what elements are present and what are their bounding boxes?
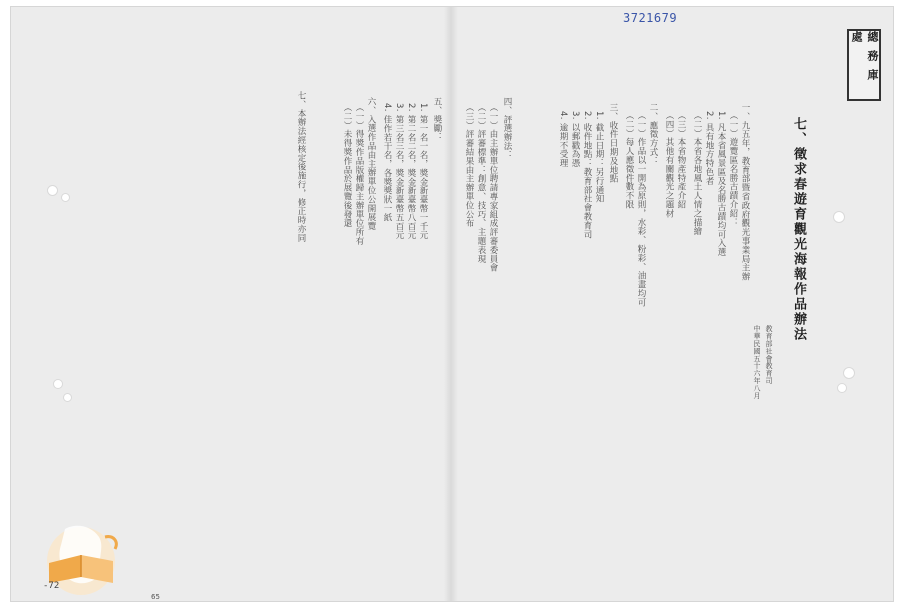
side-note: 教育部社會教育司 <box>765 325 773 385</box>
document-title: 七、徵求春遊育觀光海報作品辦法 <box>791 117 806 342</box>
text-column: （三）本省物產特產介紹 <box>676 111 686 209</box>
text-column: （一）得獎作品版權歸主辦單位所有 <box>354 103 364 246</box>
text-column: 3. 第三名三名，獎金新臺幣五百元 <box>394 103 404 240</box>
text-column: （一）作品以一開為原則，水彩、粉彩、油畫均可 <box>636 111 646 307</box>
text-column: 五、獎勵： <box>432 97 442 142</box>
text-column: 六、入選作品由主辦單位公開展覽 <box>366 97 376 231</box>
text-column: （二）未得獎作品於展覽後發還 <box>342 103 352 228</box>
text-column: 1. 第一名一名，獎金新臺幣一千元 <box>418 103 428 240</box>
punch-hole <box>63 393 72 402</box>
text-column: 四、評選辦法： <box>502 97 512 160</box>
text-column: 二、應徵方式： <box>648 103 658 166</box>
text-column: （二）本省各地風土人情之描繪 <box>692 111 702 236</box>
punch-hole <box>837 383 847 393</box>
text-column: 1. 凡本省風景區及名勝古蹟均可入選 <box>716 111 726 257</box>
text-column: 2. 具有地方特色者 <box>704 111 714 186</box>
text-column: 3. 以郵戳為憑 <box>570 111 580 168</box>
punch-hole <box>47 185 58 196</box>
text-column: （二）評審標準：創意、技巧、主題表現 <box>476 103 486 264</box>
text-column: 2. 第二名二名，獎金新臺幣八百元 <box>406 103 416 240</box>
text-column: 2. 收件地點：教育部社會教育司 <box>582 111 592 239</box>
text-column: 1. 截止日期：另行通知 <box>594 111 604 204</box>
punch-hole <box>843 367 855 379</box>
text-column: （三）評審結果由主辦單位公布 <box>464 103 474 228</box>
scanned-document-page <box>10 6 894 602</box>
text-column: （二）每人應徵件數不限 <box>624 111 634 209</box>
text-column: 三、收件日期及地點 <box>608 103 618 184</box>
text-column: （一）遊覽區名勝古蹟介紹： <box>728 111 738 227</box>
page-number: 65 <box>151 593 160 601</box>
serial-number: 3721679 <box>623 11 678 25</box>
archive-stamp <box>847 29 881 101</box>
punch-hole <box>61 193 70 202</box>
text-column: 一、九五年，教育部暨省政府觀光事業局主辦 <box>740 103 750 281</box>
text-column: （一）由主辦單位聘請專家組成評審委員會 <box>488 103 498 273</box>
punch-hole <box>53 379 63 389</box>
handwritten-mark: -72 <box>43 581 60 591</box>
text-column: 七、本辦法經核定後施行，修正時亦同 <box>296 91 306 243</box>
page-fold-shadow <box>444 7 458 601</box>
archive-stamp-label: 總 務 庫 處 <box>850 31 879 82</box>
text-column: 4. 佳作若干名，各獎獎狀一紙 <box>382 103 392 222</box>
text-column: （四）其他有關觀光之題材 <box>664 111 674 218</box>
side-note: 中華民國五十六年八月 <box>753 325 761 399</box>
text-column: 4. 逾期不受理 <box>558 111 568 168</box>
punch-hole <box>833 211 845 223</box>
